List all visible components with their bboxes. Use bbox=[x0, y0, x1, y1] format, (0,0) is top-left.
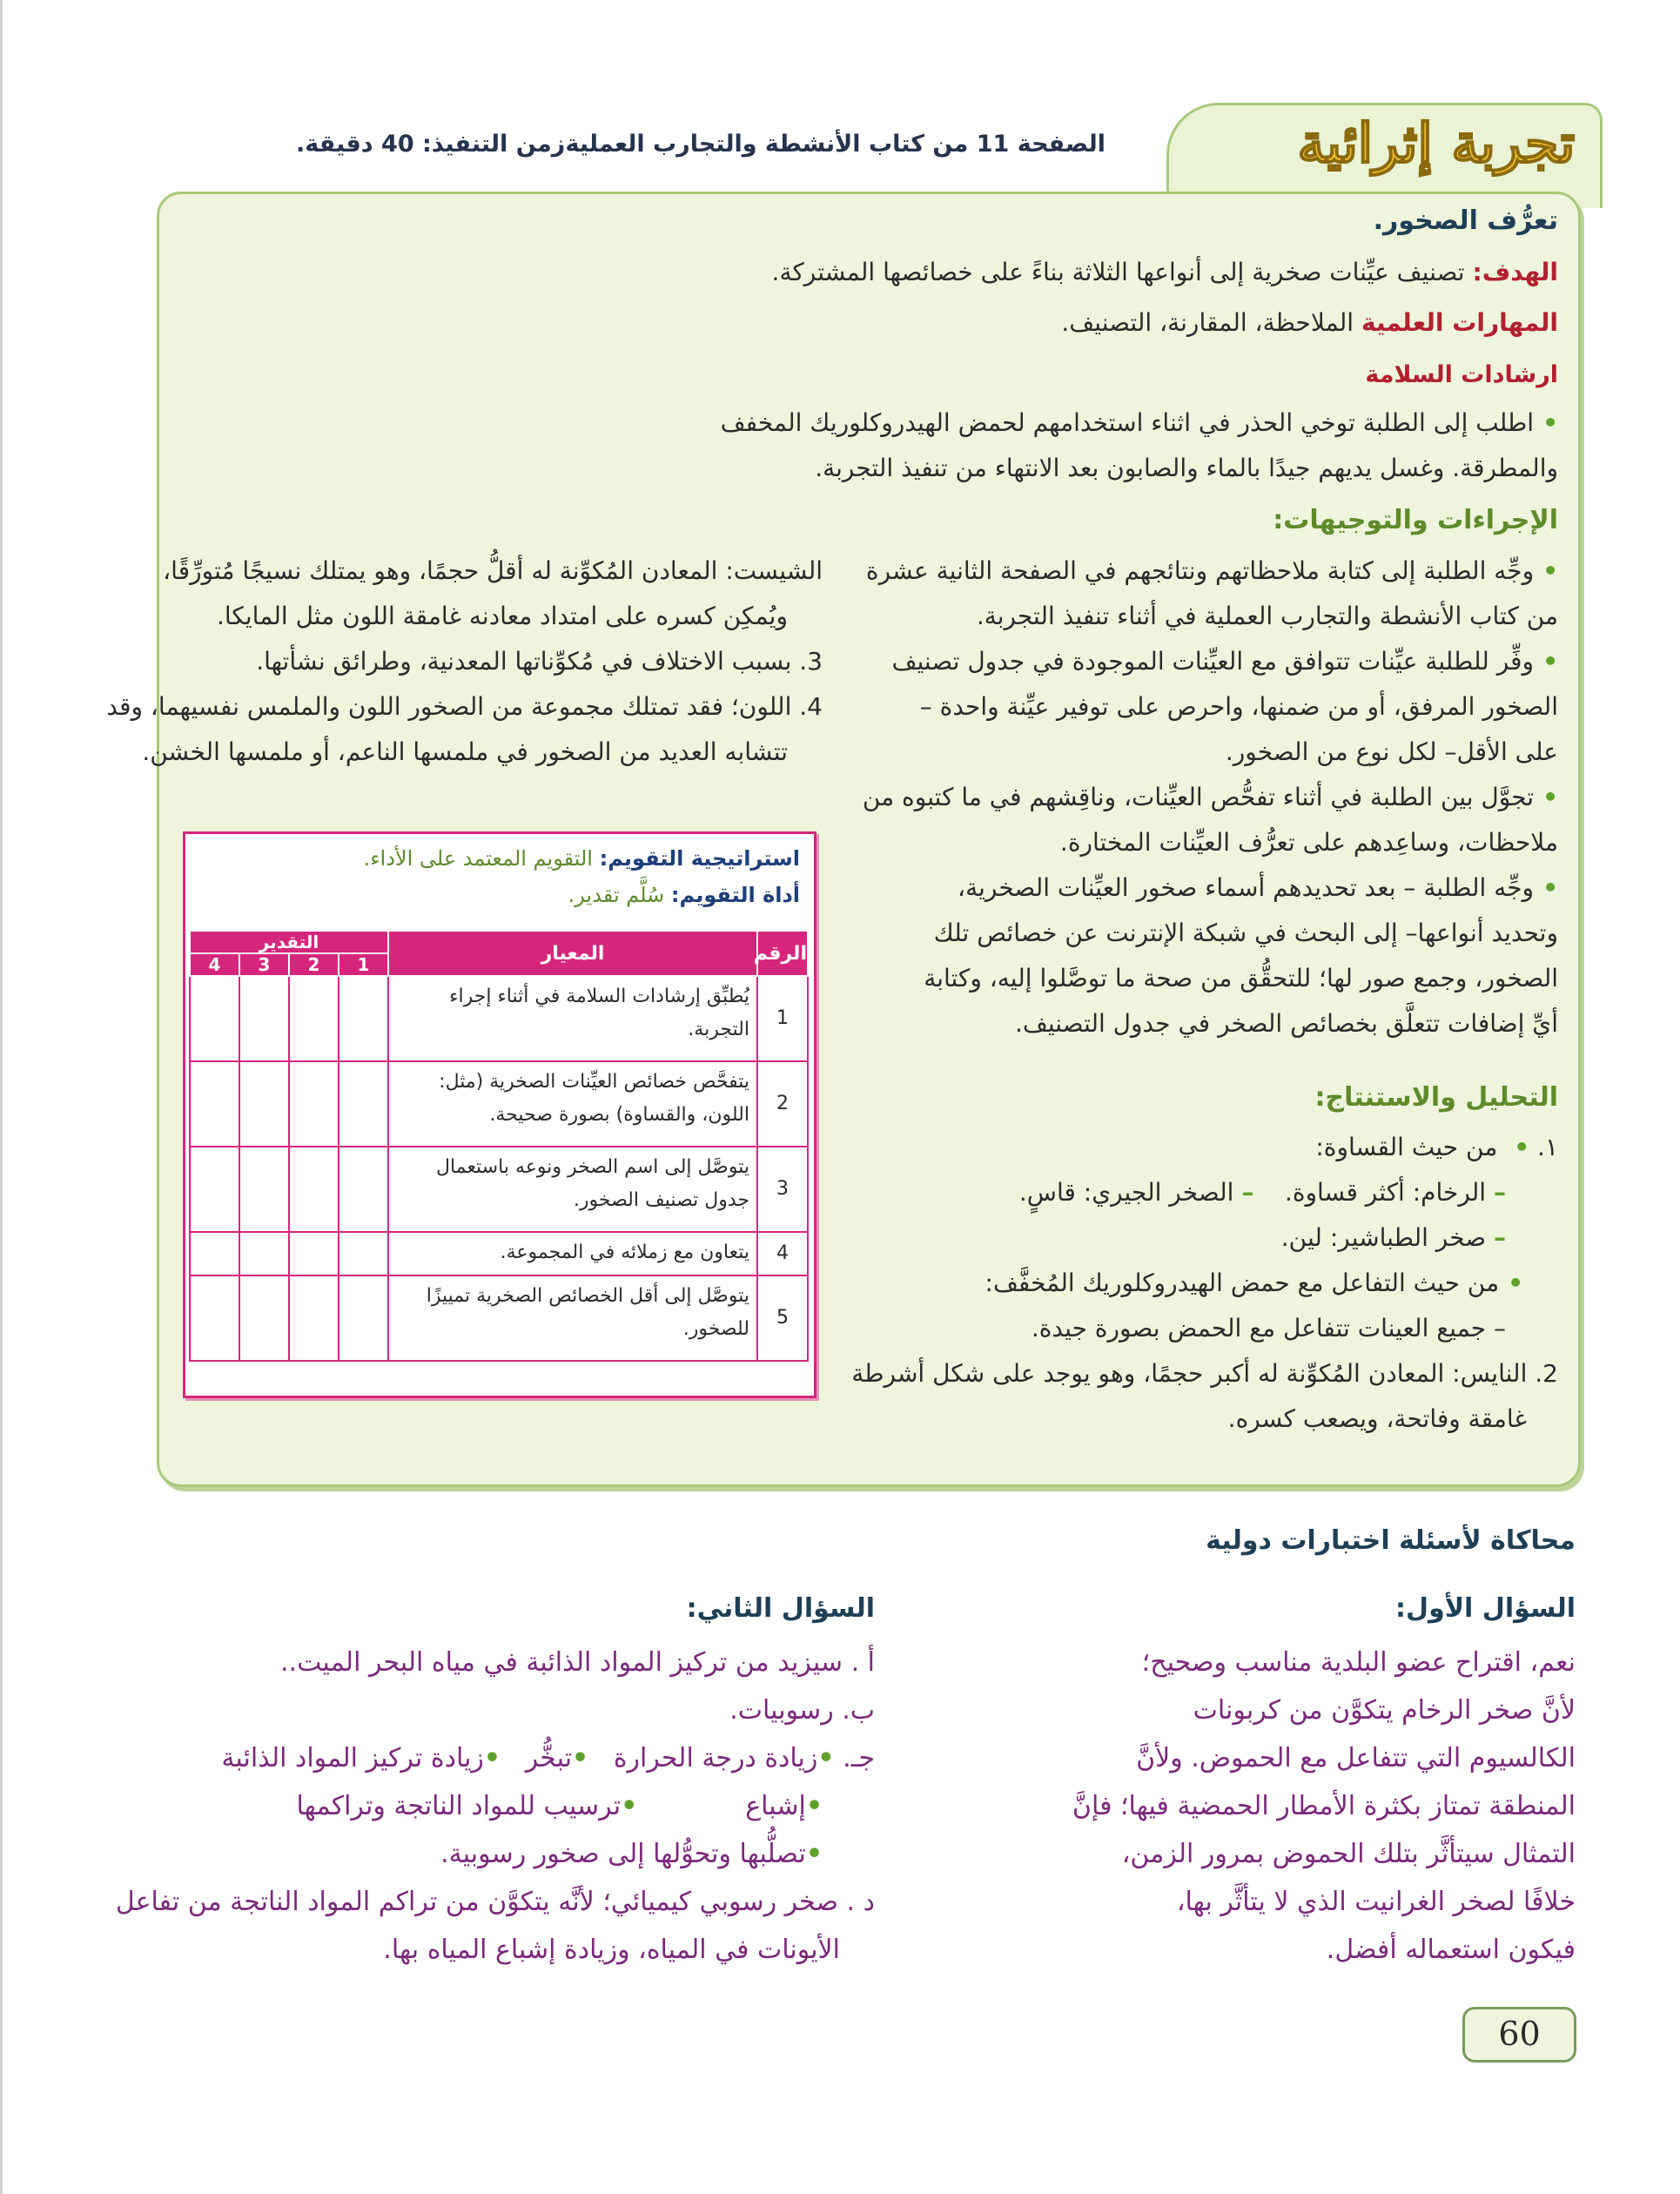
proc2-line3: على الأقل– لكل نوع من الصخور. bbox=[1225, 737, 1558, 766]
row-number: 5 bbox=[757, 1275, 808, 1361]
row-criterion: يُطبِّق إرشادات السلامة في أثناء إجراء التجربة. bbox=[388, 976, 757, 1061]
bullet-icon: • bbox=[483, 1743, 501, 1773]
procedures-list bbox=[862, 548, 1558, 1047]
safety-line-1: اطلب إلى الطلبة توخي الحذر في اثناء استخدامهم لحمض الهيدروكلوريك المخفف bbox=[720, 408, 1535, 437]
q2-c-item: زيادة درجة الحرارة bbox=[613, 1743, 818, 1773]
table-row bbox=[190, 1147, 808, 1232]
score-cell[interactable] bbox=[190, 1275, 239, 1361]
proc2-line2: الصخور المرفق، أو من ضمنها، واحرص على توفير عيِّنة واحدة – bbox=[919, 692, 1558, 721]
bullet-icon: • bbox=[805, 1791, 823, 1821]
q2-part-d-line2: الأيونات في المياه، وزيادة إشباع المياه بها. bbox=[383, 1935, 840, 1965]
proc4-line2: وتحديد أنواعها– إلى البحث في شبكة الإنترنت عن خصائص تلك bbox=[933, 919, 1558, 947]
table-row bbox=[190, 1232, 808, 1275]
score-cell[interactable] bbox=[190, 1061, 239, 1147]
q1-line: فيكون استعماله أفضل. bbox=[1326, 1935, 1576, 1965]
proc4-line4: أيِّ إضافات تتعلَّق بخصائص الصخر في جدول التصنيف. bbox=[1014, 1009, 1558, 1038]
schist-line1: الشيست: المعادن المُكوِّنة له أقلُّ حجمًا، وهو يمتلك نسيجًا مُتورِّقًا، bbox=[163, 556, 823, 585]
row-number: 2 bbox=[757, 1061, 808, 1147]
proc2-line1: وفِّر للطلبة عيِّنات تتوافق مع العيِّنات الموجودة في جدول تصنيف bbox=[891, 647, 1535, 676]
skills-line bbox=[1061, 300, 1558, 346]
answer-4-line1: 4. اللون؛ فقد تمتلك مجموعة من الصخور اللون والملمس نفسيهما، وقد bbox=[106, 692, 823, 721]
goal-line bbox=[772, 250, 1558, 295]
scale-3: 3 bbox=[239, 953, 289, 976]
answer-3: 3. بسبب الاختلاف في مُكوِّناتها المعدنية، وطرائق نشأتها. bbox=[256, 647, 823, 676]
strategy-label: استراتيجية التقويم: bbox=[599, 846, 800, 871]
answer-4-line2: تتشابه العديد من الصخور في ملمسها الناعم، أو ملمسها الخشن. bbox=[142, 737, 788, 766]
q1-line: الكالسيوم التي تتفاعل مع الحموض. ولأنَّ bbox=[1136, 1743, 1576, 1773]
skills-label: المهارات العلمية bbox=[1361, 308, 1558, 337]
page-left-rule bbox=[0, 0, 3, 2194]
analysis-list bbox=[851, 1125, 1558, 1442]
q2-part-d-line1: د . صخر رسوبي كيميائي؛ لأنَّه يتكوَّن من تراكم المواد الناتجة من تفاعل bbox=[115, 1887, 875, 1917]
scale-1: 1 bbox=[339, 953, 388, 976]
bullet-icon: • bbox=[1542, 408, 1558, 437]
table-row bbox=[190, 1061, 808, 1147]
score-cell[interactable] bbox=[289, 1275, 339, 1361]
bullet-icon: • bbox=[1542, 783, 1558, 811]
column-header-criterion: المعيار bbox=[388, 931, 757, 976]
score-cell[interactable] bbox=[190, 1147, 239, 1232]
row-criterion: يتوصَّل إلى أقل الخصائص الصخرية تمييزًا للصخور. bbox=[388, 1275, 757, 1361]
proc3-line1: تجوَّل بين الطلبة في أثناء تفحُّص العيِّنات، وناقِشهم في ما كتبوه من bbox=[862, 783, 1535, 811]
row-number: 1 bbox=[757, 976, 808, 1061]
q2-c-item: زيادة تركيز المواد الذائبة bbox=[221, 1743, 484, 1773]
strategy-line bbox=[364, 846, 800, 871]
procedures-heading: الإجراءات والتوجيهات: bbox=[1273, 505, 1558, 535]
proc3-line2: ملاحظات، وساعِدهم على تعرُّف العيِّنات المختارة. bbox=[1059, 828, 1558, 857]
bullet-icon: • bbox=[817, 1743, 835, 1773]
bullet-icon: • bbox=[1542, 556, 1558, 585]
experiment-heading: تعرُّف الصخور. bbox=[1373, 205, 1558, 236]
bullet-icon: • bbox=[1514, 1133, 1530, 1161]
analysis-heading: التحليل والاستنتاج: bbox=[1314, 1082, 1558, 1113]
proc1-line2: من كتاب الأنشطة والتجارب العملية في أثناء تنفيذ التجربة. bbox=[976, 602, 1558, 630]
q1-line: لأنَّ صخر الرخام يتكوَّن من كربونات bbox=[1193, 1695, 1576, 1726]
tool-line bbox=[568, 883, 800, 907]
question-2-title: السؤال الثاني: bbox=[686, 1593, 875, 1624]
goal-label: الهدف: bbox=[1472, 258, 1558, 286]
dash-icon: – bbox=[1494, 1178, 1506, 1207]
safety-heading: ارشادات السلامة bbox=[1365, 361, 1558, 388]
q2-c-item: تصلُّبها وتحوُّلها إلى صخور رسوبية. bbox=[440, 1839, 806, 1869]
left-answers bbox=[106, 548, 823, 775]
table-row bbox=[190, 976, 808, 1061]
evaluation-box bbox=[183, 831, 816, 1398]
source-page-text: الصفحة 11 من كتاب الأنشطة والتجارب العملية bbox=[565, 131, 1105, 158]
question-1-title: السؤال الأول: bbox=[1395, 1593, 1576, 1624]
q2-part-a: أ . سيزيد من تركيز المواد الذائبة في مياه البحر الميت.. bbox=[280, 1647, 875, 1678]
bullet-icon: • bbox=[805, 1839, 823, 1869]
q1-line: التمثال سيتأثَّر بتلك الحموض بمرور الزمن، bbox=[1121, 1839, 1576, 1869]
q1-line: نعم، اقتراح عضو البلدية مناسب وصحيح؛ bbox=[1141, 1647, 1576, 1678]
score-cell[interactable] bbox=[339, 1275, 388, 1361]
scale-4: 4 bbox=[190, 953, 239, 976]
score-cell[interactable] bbox=[289, 1232, 339, 1275]
a1-chalk: صخر الطباشير: لين. bbox=[1280, 1223, 1487, 1252]
safety-bullet bbox=[688, 400, 1558, 491]
bullet-icon: • bbox=[1542, 647, 1558, 676]
proc1-line1: وجِّه الطلبة إلى كتابة ملاحظاتهم ونتائجهم في الصفحة الثانية عشرة bbox=[865, 556, 1535, 585]
row-criterion: يتعاون مع زملائه في المجموعة. bbox=[388, 1232, 757, 1275]
dash-icon: – bbox=[1241, 1178, 1254, 1207]
page-number: 60 bbox=[1462, 2007, 1576, 2063]
bullet-icon: • bbox=[1508, 1269, 1523, 1297]
score-cell[interactable] bbox=[239, 1232, 289, 1275]
score-cell[interactable] bbox=[190, 976, 239, 1061]
a1-title2: من حيث التفاعل مع حمض الهيدروكلوريك المُخفَّف: bbox=[984, 1269, 1500, 1297]
score-cell[interactable] bbox=[239, 1147, 289, 1232]
tool-label: أداة التقويم: bbox=[670, 883, 800, 907]
score-cell[interactable] bbox=[339, 1061, 388, 1147]
scale-2: 2 bbox=[289, 953, 339, 976]
column-header-rating: التقدير bbox=[190, 931, 388, 953]
column-header-number: الرقم bbox=[757, 931, 808, 976]
q2-part-c-row1 bbox=[178, 1734, 875, 1782]
safety-line-2: والمطرقة. وغسل يديهم جيدًا بالماء والصابون بعد الانتهاء من تنفيذ التجربة. bbox=[815, 454, 1558, 482]
score-cell[interactable] bbox=[339, 976, 388, 1061]
proc4-line1: وجِّه الطلبة – بعد تحديدهم أسماء صخور العيِّنات الصخرية، bbox=[958, 873, 1535, 902]
q2-c-item: إشباع bbox=[745, 1791, 806, 1821]
score-cell[interactable] bbox=[190, 1232, 239, 1275]
tool-value: سُلَّم تقدير. bbox=[568, 883, 665, 907]
score-cell[interactable] bbox=[239, 1275, 289, 1361]
question-2-answer bbox=[115, 1639, 875, 1974]
dash-icon: – bbox=[1494, 1223, 1506, 1252]
simulation-heading: محاكاة لأسئلة اختبارات دولية bbox=[1206, 1525, 1576, 1556]
proc4-line3: الصخور، وجمع صور لها؛ للتحقُّق من صحة ما توصَّلوا إليه، وكتابة bbox=[924, 964, 1558, 993]
row-criterion: يتوصَّل إلى اسم الصخر ونوعه باستعمال جدول تصنيف الصخور. bbox=[388, 1147, 757, 1232]
q1-line: خلافًا لصخر الغرانيت الذي لا يتأثَّر بها، bbox=[1176, 1887, 1576, 1917]
row-criterion: يتفحَّص خصائص العيِّنات الصخرية (مثل: اللون، والقساوة) بصورة صحيحة. bbox=[388, 1061, 757, 1147]
schist-line2: ويُمكِن كسره على امتداد معادنه غامقة اللون مثل المايكا. bbox=[216, 602, 788, 630]
score-cell[interactable] bbox=[289, 976, 339, 1061]
bullet-icon: • bbox=[621, 1791, 638, 1821]
row-number: 3 bbox=[757, 1147, 808, 1232]
a2-line1: 2. النايس: المعادن المُكوِّنة له أكبر حجمًا، وهو يوجد على شكل أشرطة bbox=[851, 1359, 1558, 1388]
q2-part-c-row3 bbox=[178, 1830, 823, 1878]
goal-text: تصنيف عيِّنات صخرية إلى أنواعها الثلاثة بناءً على خصائصها المشتركة. bbox=[771, 258, 1465, 286]
bullet-icon: • bbox=[572, 1743, 589, 1773]
section-title: تجربة إثرائية bbox=[1297, 111, 1576, 175]
score-cell[interactable] bbox=[339, 1232, 388, 1275]
q2-part-c-row2 bbox=[178, 1782, 823, 1830]
q2-c-item: تبخُّر bbox=[525, 1743, 573, 1773]
score-cell[interactable] bbox=[289, 1061, 339, 1147]
a1-acid-result: – جميع العينات تتفاعل مع الحمض بصورة جيدة. bbox=[1031, 1314, 1506, 1343]
score-cell[interactable] bbox=[289, 1147, 339, 1232]
skills-text: الملاحظة، المقارنة، التصنيف. bbox=[1061, 308, 1354, 337]
table-row bbox=[190, 1275, 808, 1361]
q2-part-b: ب. رسوبيات. bbox=[729, 1695, 875, 1726]
strategy-value: التقويم المعتمد على الأداء. bbox=[363, 846, 593, 871]
question-1-answer bbox=[1072, 1639, 1576, 1974]
score-cell[interactable] bbox=[239, 1061, 289, 1147]
row-number: 4 bbox=[757, 1232, 808, 1275]
score-cell[interactable] bbox=[339, 1147, 388, 1232]
a1-title: من حيث القساوة: bbox=[1315, 1133, 1498, 1161]
bullet-icon: • bbox=[1542, 873, 1558, 902]
q2-c-item: ترسيب للمواد الناتجة وتراكمها bbox=[296, 1791, 622, 1821]
a2-line2: غامقة وفاتحة، ويصعب كسره. bbox=[1227, 1404, 1527, 1433]
a1-limestone: الصخر الجيري: قاسٍ. bbox=[1018, 1178, 1234, 1207]
q2-part-c-label: جـ. bbox=[843, 1743, 875, 1773]
a1-marble: الرخام: أكثر قساوة. bbox=[1284, 1178, 1487, 1207]
q1-line: المنطقة تمتاز بكثرة الأمطار الحمضية فيها؛ فإنَّ bbox=[1072, 1791, 1576, 1821]
score-cell[interactable] bbox=[239, 976, 289, 1061]
a1-number: ١. bbox=[1537, 1133, 1558, 1161]
rating-scale-table bbox=[189, 930, 809, 1362]
duration-text: زمن التنفيذ: 40 دقيقة. bbox=[296, 131, 566, 158]
